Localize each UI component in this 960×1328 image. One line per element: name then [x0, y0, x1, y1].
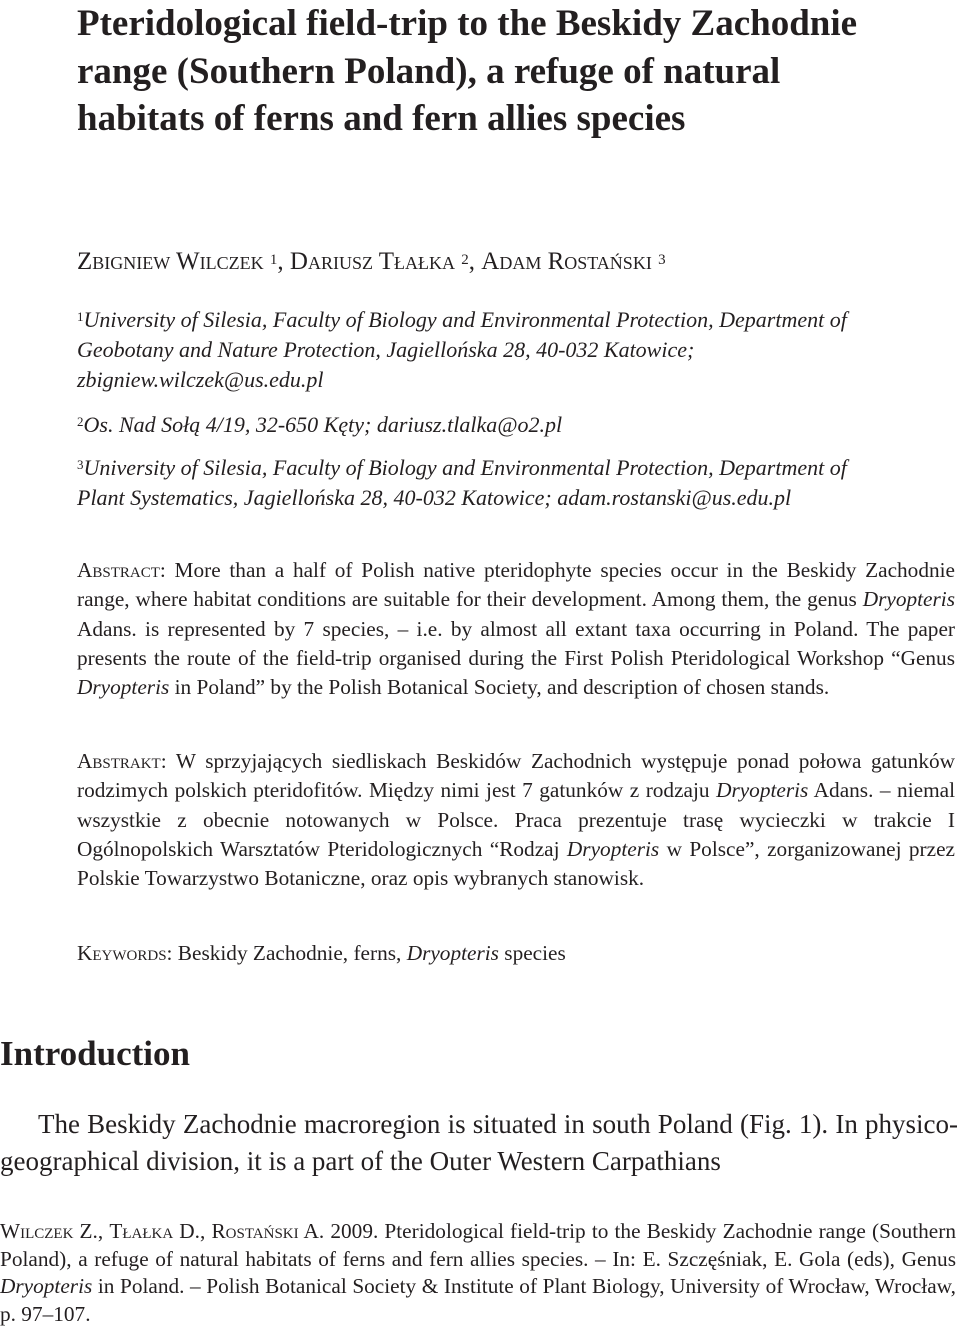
affiliation-2 — [77, 410, 877, 440]
abstrakt-text: W sprzyjających siedliskach Beskidów Zachodnich występuje ponad połowa gatunków rodzimych polskich pteridofitów. Między nimi jest 7 gatunków z rodzaju — [77, 749, 956, 803]
citation: Wilczek Z., Tłałka D., Rostański A. 2009. Pteridological field-trip to the Beskidy Zachodnie range (Southern Poland), a refuge of natural habitats of ferns and fern allies species. – In: E. Szczęśniak, E. Gola (eds), Genus Dryopteris in Poland. – Polish Botanical Society & Institute of Plant Biology, University of Wrocław, Wrocław, p. 97–107. — [0, 1219, 956, 1326]
affiliation-text: University of Silesia, Faculty of Biology and Environmental Protection, Department of Plant Systematics, Jagiellońska 28, 40-032 Katowice; adam.rostanski@us.edu.pl — [77, 455, 847, 510]
genus-name: Dryopteris — [716, 778, 809, 803]
affiliation-1 — [77, 305, 877, 395]
abstract-text: Adans. is represented by 7 species, – i.e. by almost all extant taxa occurring in Poland. The paper presents the route of the field-trip organised during the First Polish Pteridological Workshop “Genus — [77, 616, 955, 670]
author-affiliation-mark: 2 — [461, 252, 469, 268]
citation-author: Rostański A. — [211, 1219, 325, 1243]
abstrakt-label: Abstrakt — [77, 749, 161, 773]
genus-name: Dryopteris — [0, 1274, 93, 1298]
genus-name: Dryopteris — [406, 941, 499, 965]
paper-title: Pteridological field-trip to the Beskidy Zachodnie range (Southern Poland), a refuge of natural habitats of ferns and fern allies species — [77, 3, 858, 139]
author-affiliation-mark: 1 — [269, 252, 278, 268]
author-list: Zbigniew Wilczek $^1$, Dariusz Tłałka $^2$, Adam Rostański $^3$ — [77, 248, 666, 275]
abstract-text: in Poland” by the Polish Botanical Society, and description of chosen stands. — [169, 675, 830, 700]
introduction-paragraph — [0, 1106, 958, 1180]
affiliation-text: University of Silesia, Faculty of Biology and Environmental Protection, Department of Geobotany and Nature Protection, Jagiellońska 28, 40-032 Katowice; zbigniew.wilczek@us.edu.pl — [77, 307, 847, 392]
abstract-english: Abstract: More than a half of Polish native pteridophyte species occur in the Beskidy Zachodnie range, where habitat conditions are suitable for their development. Among them, the genus Dryopteris Adans. is represented by 7 species, – i.e. by almost all extant taxa occurring in Poland. The paper presents the route of the field-trip organised during the First Polish Pteridological Workshop “Genus Dryopteris in Poland” by the Polish Botanical Society, and description of chosen stands. — [77, 558, 955, 700]
author-name: Zbigniew Wilczek — [77, 248, 264, 275]
abstract-polish: Abstrakt: W sprzyjających siedliskach Beskidów Zachodnich występuje ponad połowa gatunków rodzimych polskich pteridofitów. Między nimi jest 7 gatunków z rodzaju Dryopteris Adans. – niemal wszystkie z obecnie notowanych w Polsce. Praca prezentuje trasę wycieczki w trakcie I Ogólnopolskich Warsztatów Pteridologicznych “Rodzaj Dryopteris w Polsce”, zorganizowanej przez Polskie Towarzystwo Botaniczne, oraz opis wybranych stanowisk. — [77, 749, 956, 891]
author-name: Adam Rostański — [481, 248, 652, 275]
keywords-text: species — [498, 941, 566, 965]
affiliation-mark: 1 — [77, 309, 84, 324]
genus-name: Dryopteris — [862, 587, 955, 612]
genus-name: Dryopteris — [77, 675, 170, 700]
keywords: Keywords: Beskidy Zachodnie, ferns, Dryopteris species — [77, 941, 566, 965]
citation-text: in Poland. – Polish Botanical Society & Institute of Plant Biology, University of Wrocław, Wrocław, p. 97–107. — [0, 1274, 956, 1326]
affiliation-mark: 2 — [77, 414, 84, 429]
abstract-text: More than a half of Polish native pteridophyte species occur in the Beskidy Zachodnie range, where habitat conditions are suitable for their development. Among them, the genus — [77, 558, 955, 612]
abstrakt-text: w Polsce”, zorganizowanej przez Polskie Towarzystwo Botaniczne, oraz opis wybranych stanowisk. — [77, 836, 955, 891]
citation-text: 2009. Pteridological field-trip to the Beskidy Zachodnie range (Southern Poland), a refuge of natural habitats of ferns and fern allies species. – In: E. Szczęśniak, E. Gola (eds), Genus — [0, 1219, 956, 1271]
affiliation-mark: 3 — [77, 457, 84, 472]
introduction-text: The Beskidy Zachodnie macroregion is situated in south Poland (Fig. 1). In physico-geographical division, it is a part of the Outer Western Carpathians — [0, 1109, 958, 1176]
affiliation-text: Os. Nad Sołą 4/19, 32-650 Kęty; dariusz.tlalka@o2.pl — [83, 412, 563, 437]
abstrakt-text: Adans. – niemal wszystkie z obecnie notowanych w Polsce. Praca prezentuje trasę wycieczki w trakcie I Ogólnopolskich Warsztatów Pteridologicznych “Rodzaj — [77, 778, 955, 861]
genus-name: Dryopteris — [566, 836, 660, 861]
abstract-label: Abstract — [77, 558, 160, 582]
author-affiliation-mark: 3 — [658, 252, 666, 268]
citation-author: Tłałka D. — [109, 1219, 200, 1243]
citation-author: Wilczek Z. — [0, 1219, 98, 1243]
affiliation-3 — [77, 453, 867, 513]
keywords-label: Keywords — [77, 941, 167, 965]
keywords-text: Beskidy Zachodnie, ferns, — [177, 941, 407, 965]
section-heading-introduction: Introduction — [0, 1034, 190, 1073]
author-name: Dariusz Tłałka — [289, 248, 456, 275]
